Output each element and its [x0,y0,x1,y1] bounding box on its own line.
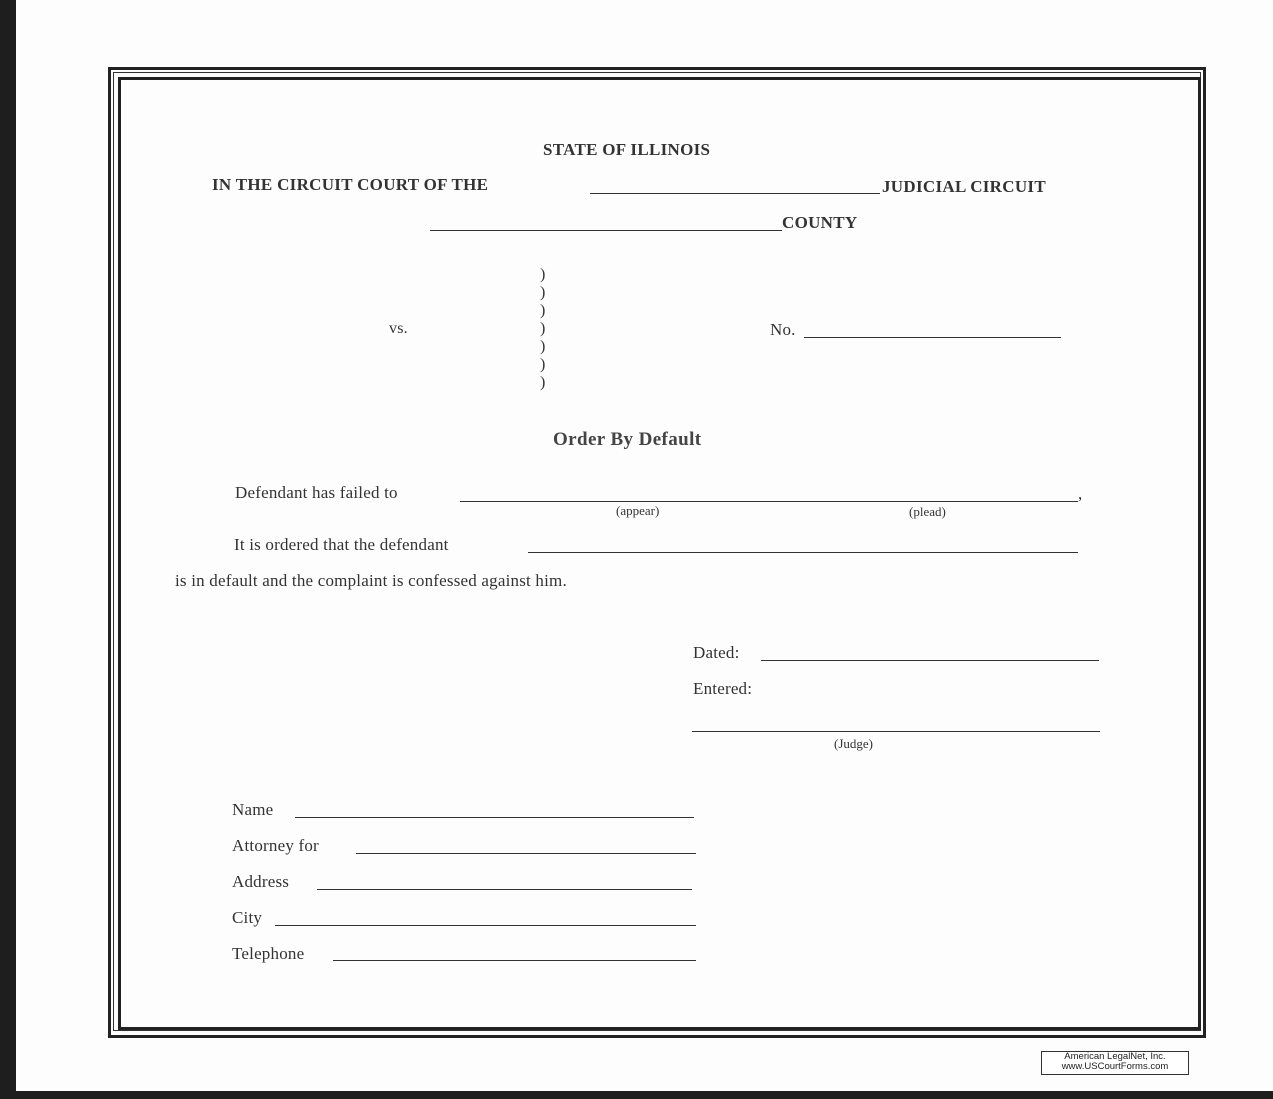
caption-paren: ) [540,374,546,391]
state-heading: STATE OF ILLINOIS [543,140,711,159]
attorney-name-label: Name [232,800,274,819]
publisher-name: American LegalNet, Inc. [1064,1051,1166,1062]
telephone-blank[interactable] [333,960,696,961]
caption-paren: ) [540,320,546,337]
attorney-for-label: Attorney for [232,836,319,855]
caption-paren: ) [540,266,546,283]
attorney-for-blank[interactable] [356,853,696,854]
court-heading: IN THE CIRCUIT COURT OF THE [212,175,489,194]
caption-paren: ) [540,284,546,301]
county-blank[interactable] [430,230,782,231]
circuit-heading: JUDICIAL CIRCUIT [882,177,1046,196]
defendant-name-blank[interactable] [528,552,1078,553]
publisher-badge [1041,1051,1189,1075]
city-blank[interactable] [275,925,696,926]
caption-paren: ) [540,338,546,355]
failed-to-blank[interactable] [460,501,1078,502]
dated-label: Dated: [693,643,740,662]
document-title: Order By Default [553,429,702,450]
telephone-label: Telephone [232,944,305,963]
judge-caption: (Judge) [834,736,873,751]
address-label: Address [232,872,290,891]
county-heading: COUNTY [782,213,858,232]
scan-edge-bottom [0,1091,1273,1099]
dated-blank[interactable] [761,660,1099,661]
scan-edge-left [0,0,16,1099]
circuit-blank[interactable] [590,193,880,194]
city-label: City [232,908,263,927]
caption-paren: ) [540,302,546,319]
caption-paren: ) [540,356,546,373]
entered-label: Entered: [693,679,753,698]
case-number-blank[interactable] [804,337,1061,338]
attorney-name-blank[interactable] [295,817,694,818]
failed-to-label: Defendant has failed to [235,483,398,502]
versus-label: vs. [389,320,408,337]
appear-caption: (appear) [616,503,660,518]
judge-signature-line[interactable] [692,731,1100,732]
caption-parentheses [540,266,545,392]
plead-caption: (plead) [909,504,946,519]
default-sentence: is in default and the complaint is confessed against him. [175,571,567,590]
publisher-website: www.USCourtForms.com [1061,1061,1169,1072]
case-number-label: No. [770,320,796,339]
failed-to-comma: , [1078,484,1083,503]
address-blank[interactable] [317,889,692,890]
ordered-label: It is ordered that the defendant [234,535,449,554]
